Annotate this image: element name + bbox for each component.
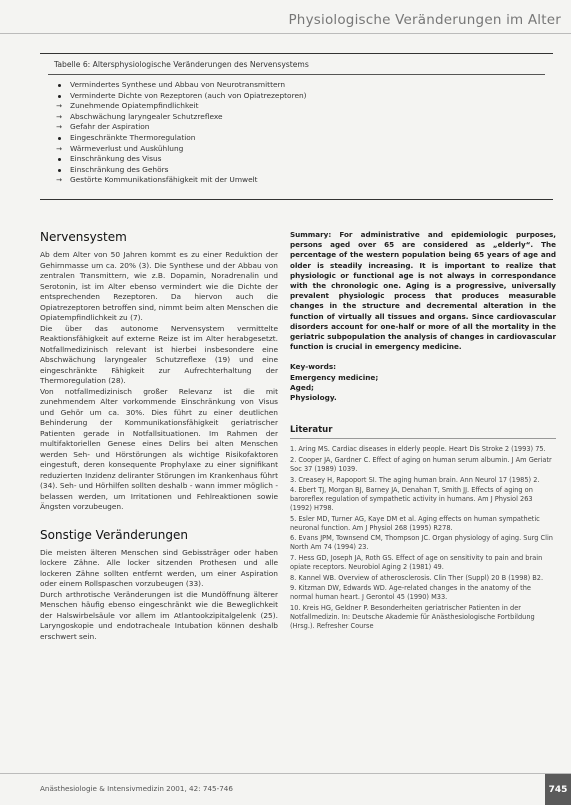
arrow-right-icon: → — [56, 102, 62, 111]
table-title: Tabelle 6: Altersphysiologische Veränderungen des Nervensystems — [54, 60, 309, 69]
page-number: 745 — [545, 774, 571, 805]
arrow-right-icon: → — [56, 112, 62, 121]
table-list-item — [54, 112, 307, 123]
table-item-text: Wärmeverlust und Auskühlung — [70, 143, 184, 153]
page-footer — [0, 773, 571, 805]
summary-text: Summary: For administrative and epidemiologic purposes, persons aged over 65 are considered as „elderly“. The percentage of the western population being 65 years of age and older is steadily increasing. It is important to realize that physiologic or functional age is not always in correspondance with the chronologic one. Aging is a progressive, universally prevalent physiologic process that produces measurable changes in the structure and decremental alteration in the function of virtually all tissues and organs. Since cardiovascular disorders account for one-half or more of all the mortality in the geriatric subpopulation the analysis of changes in cardiovascular function is crucial in emergency medicine. — [290, 230, 556, 352]
arrow-right-icon: → — [56, 176, 62, 185]
arrow-right-icon: → — [56, 144, 62, 153]
running-head-title: Physiologische Veränderungen im Alter — [288, 12, 561, 28]
references-list — [290, 445, 556, 630]
section-heading-sonstige: Sonstige Veränderungen — [40, 527, 188, 542]
arrow-right-icon: → — [56, 123, 62, 132]
bullet-icon — [54, 80, 64, 91]
table-list-item — [54, 175, 307, 186]
reference-item: 6. Evans JPM, Townsend CM, Thompson JC. Organ physiology of aging. Surg Clin North Am 74 (1994) 23. — [290, 534, 553, 552]
bullet-dot — [58, 84, 61, 87]
table-item-text: Verminderte Dichte von Rezeptoren (auch von Opiatrezeptoren) — [70, 90, 307, 100]
table-list-item — [54, 91, 307, 102]
reference-item: 7. Hess GD, Joseph JA, Roth GS. Effect of age on sensitivity to pain and brain opiate receptors. Neurobiol Aging 2 (1981) 49. — [290, 554, 543, 571]
keywords-label: Key-words: — [290, 362, 337, 372]
table-item-text: Gestörte Kommunikationsfähigkeit mit der Umwelt — [70, 175, 258, 185]
reference-item: 8. Kannel WB. Overview of atherosclerosis. Clin Ther (Suppl) 20 B (1998) B2. — [290, 573, 544, 582]
keyword: Emergency medicine; — [290, 372, 379, 382]
bullet-dot — [58, 158, 61, 161]
left-column — [40, 230, 278, 642]
paragraph: Die meisten älteren Menschen sind Gebissträger oder haben lockere Zähne. Alle locker sitzenden Prothesen und alle lockeren Zähne sollten entfernt werden, um einer Aspiration oder einem Rollspaschen vorzubeugen (33). — [40, 547, 278, 588]
table-list-item — [54, 165, 307, 176]
bullet-icon — [54, 165, 64, 176]
running-head — [0, 0, 571, 34]
right-column — [290, 230, 556, 632]
table-list-item — [54, 133, 307, 144]
keyword: Aged; — [290, 382, 314, 392]
bullet-dot — [58, 137, 61, 140]
paragraph: Ab dem Alter von 50 Jahren kommt es zu einer Reduktion der Gehirnmasse um ca. 20% (3). Die Synthese und der Abbau von zentralen Transmittern, wie z.B. Dopamin, Noradrenalin und Serotonin, ist im Alter ebenso vermindert wie die Dichte der entsprechenden Rezeptoren. Da hiervon auch die Opiatrezeptoren betroffen sind, nimmt beim alten Menschen die Opiatempfindlichkeit zu (7). — [40, 250, 278, 322]
table-item-text: Gefahr der Aspiration — [70, 122, 150, 132]
reference-item: 3. Creasey H, Rapoport SI. The aging human brain. Ann Neurol 17 (1985) 2. — [290, 475, 540, 484]
references-heading: Literatur — [290, 425, 556, 439]
table-rule — [48, 74, 545, 75]
table-list-item — [54, 144, 307, 155]
keywords-block — [290, 362, 556, 403]
reference-item: 1. Aring MS. Cardiac diseases in elderly people. Heart Dis Stroke 2 (1993) 75. — [290, 445, 546, 454]
section-body-sonstige — [40, 548, 278, 643]
footer-citation: Anästhesiologie & Intensivmedizin 2001, 42: 745-746 — [40, 784, 233, 793]
table-item-text: Einschränkung des Visus — [70, 154, 162, 164]
keyword: Physiology. — [290, 393, 337, 403]
table-list-item — [54, 80, 307, 91]
section-body-nervensystem — [40, 250, 278, 513]
table-item-text: Einschränkung des Gehörs — [70, 164, 169, 174]
reference-item: 5. Esler MD, Turner AG, Kaye DM et al. Aging effects on human sympathetic neuronal function. Am J Physiol 268 (1995) R278. — [290, 514, 540, 532]
section-heading-nervensystem: Nervensystem — [40, 230, 127, 244]
table-item-text: Abschwächung laryngealer Schutzreflexe — [70, 111, 223, 121]
bullet-icon — [54, 91, 64, 102]
bullet-dot — [58, 95, 61, 98]
table-box — [40, 53, 553, 200]
table-list — [54, 80, 307, 186]
bullet-icon — [54, 133, 64, 144]
reference-item: 2. Cooper JA, Gardner C. Effect of aging on human serum albumin. J Am Geriatr Soc 37 (1989) 1039. — [290, 456, 552, 473]
paragraph: Die über das autonome Nervensystem vermittelte Reaktionsfähigkeit auf externe Reize ist im Alter herabgesetzt. Notfallmedizinisch relevant ist hierbei insbesondere eine Abschwächung laryngealer Schutzreflexe (19) und eine eingeschränkte Fähigkeit zur Aufrechterhaltung der Thermoregulation (28). — [40, 323, 278, 385]
paragraph: Von notfallmedizinisch großer Relevanz ist die mit zunehmendem Alter vorkommende Einschränkung von Visus und Gehör um ca. 30%. Dies führt zu einer deutlichen Behinderung der Kommunikationsfähigkeit geriatrischer Patienten gerade in Notfallsituationen. Im Rahmen der multifaktoriellen Genese eines Delirs bei alten Menschen werden Seh- und Hörstörungen als wichtige Risikofaktoren eingestuft, deren konsequente Prophylaxe zu einer signifikant reduzierten Inzidenz deliranter Störungen im Krankenhaus führt (34). Seh- und Hörhilfen sollten deshalb - wann immer möglich - belassen werden, um Irritationen und Fehlreaktionen sowie Ängsten vorzubeugen. — [40, 386, 278, 511]
reference-item: 4. Ebert TJ, Morgan BJ, Barney JA, Denahan T, Smith JJ. Effects of aging on baroreflex regulation of sympathetic activity in humans. Am J Physiol 263 (1992) H798. — [290, 486, 533, 513]
reference-item: 10. Kreis HG, Geldner P. Besonderheiten geriatrischer Patienten in der Notfallmedizin. In: Deutsche Akademie für Anästhesiologische Fortbildung (Hrsg.). Refresher Course — [290, 604, 535, 630]
paragraph: Durch arthrotische Veränderungen ist die Mundöffnung älterer Menschen häufig ebenso eingeschränkt wie die Beweglichkeit der Halswirbelsäule vor allem im Atlantookzipitalgelenk (25). Laryngoskopie und endotracheale Intubation können deshalb erschwert sein. — [40, 589, 278, 641]
table-list-item — [54, 154, 307, 165]
table-item-text: Eingeschränkte Thermoregulation — [70, 132, 196, 142]
table-list-item — [54, 122, 307, 133]
table-list-item — [54, 101, 307, 112]
bullet-icon — [54, 154, 64, 165]
bullet-dot — [58, 169, 61, 172]
reference-item: 9. Kitzman DW, Edwards WD. Age-related changes in the anatomy of the normal human heart. J Gerontol 45 (1990) M33. — [290, 584, 531, 602]
table-item-text: Zunehmende Opiatempfindlichkeit — [70, 101, 199, 111]
table-item-text: Vermindertes Synthese und Abbau von Neurotransmittern — [70, 80, 286, 89]
